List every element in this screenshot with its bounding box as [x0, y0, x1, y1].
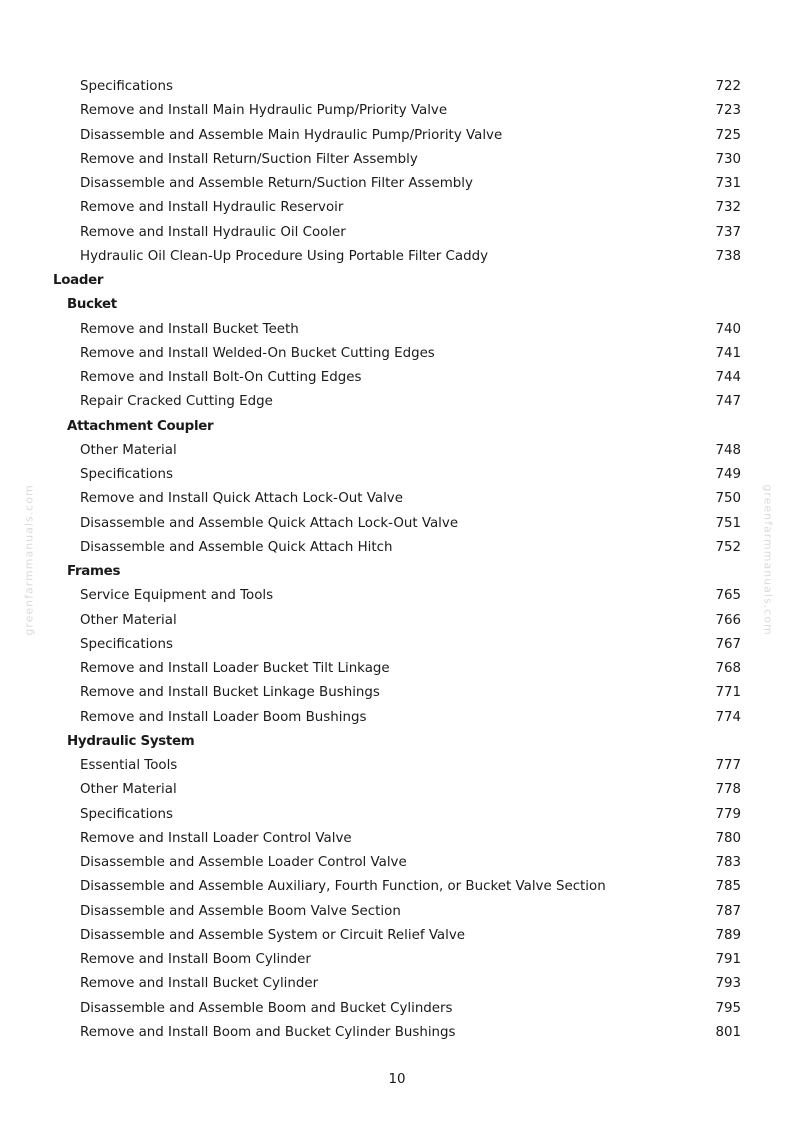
toc-entry-title: Service Equipment and Tools [80, 588, 274, 604]
toc-entry-title: Other Material [80, 612, 177, 628]
toc-entry-title: Remove and Install Boom Cylinder [80, 952, 311, 967]
toc-entry[interactable] [0, 900, 794, 924]
toc-entry-page-number: 750 [715, 491, 741, 507]
toc-entry-page-number: 779 [715, 806, 741, 822]
toc-entry[interactable] [0, 75, 794, 99]
toc-entry-page-number: 730 [715, 151, 741, 167]
toc-entry-title: Repair Cracked Cutting Edge [80, 394, 273, 410]
toc-entry[interactable] [0, 99, 794, 123]
toc-entry-page-number: 751 [715, 515, 741, 531]
toc-entry-page-number: 791 [715, 952, 741, 967]
toc-entry-title: Specifications [80, 806, 173, 822]
toc-entry-title: Specifications [80, 79, 173, 94]
toc-entry-page-number: 787 [715, 903, 741, 919]
toc-entry-page-number: 731 [715, 176, 741, 191]
toc-entry-title: Other Material [80, 782, 177, 798]
toc-entry-page-number: 778 [715, 782, 741, 798]
toc-entry[interactable] [0, 778, 794, 802]
toc-entry-title: Disassemble and Assemble Auxiliary, Fourth Function, or Bucket Valve Section [80, 879, 606, 895]
toc-entry-title: Remove and Install Bucket Cylinder [80, 976, 319, 992]
toc-entry[interactable] [0, 657, 794, 681]
watermark-right: greenfarmmanuals.com [761, 484, 775, 636]
toc-entry-page-number: 766 [715, 612, 741, 628]
toc-entry-page-number: 767 [715, 636, 741, 652]
toc-entry-title: Remove and Install Loader Bucket Tilt Linkage [80, 661, 390, 676]
toc-entry-title: Remove and Install Bucket Linkage Bushings [80, 685, 380, 701]
toc-entry[interactable] [0, 972, 794, 996]
toc-entry[interactable] [0, 463, 794, 487]
toc-entry-page-number: 771 [715, 685, 741, 701]
toc-entry-page-number: 747 [715, 394, 741, 410]
toc-entry[interactable] [0, 803, 794, 827]
toc-entry[interactable] [0, 221, 794, 245]
toc-entry-title: Remove and Install Welded-On Bucket Cutting Edges [80, 345, 435, 361]
toc-entry-title: Hydraulic System [67, 733, 195, 749]
toc-entry-title: Frames [67, 564, 121, 579]
toc-entry[interactable] [0, 851, 794, 875]
toc-entry-title: Attachment Coupler [67, 418, 214, 434]
toc-entry[interactable] [0, 584, 794, 608]
toc-entry-title: Remove and Install Main Hydraulic Pump/Priority Valve [80, 103, 448, 119]
toc-entry[interactable] [0, 342, 794, 366]
toc-entry[interactable] [0, 1021, 794, 1045]
toc-entry[interactable] [0, 196, 794, 220]
toc-subsection-heading [0, 293, 794, 317]
toc-entry[interactable] [0, 536, 794, 560]
toc-entry[interactable] [0, 512, 794, 536]
toc-entry[interactable] [0, 366, 794, 390]
toc-entry[interactable] [0, 124, 794, 148]
toc-entry-page-number: 744 [715, 370, 741, 385]
toc-entry-page-number: 780 [715, 830, 741, 846]
toc-entry-title: Disassemble and Assemble Main Hydraulic Pump/Priority Valve [80, 127, 503, 143]
toc-entry[interactable] [0, 948, 794, 972]
toc-entry[interactable] [0, 633, 794, 657]
toc-subsection-heading [0, 560, 794, 584]
toc-entry-title: Remove and Install Hydraulic Reservoir [80, 200, 344, 216]
toc-entry-page-number: 722 [715, 79, 741, 94]
toc-section-heading [0, 269, 794, 293]
watermark-left: greenfarmmanuals.com [22, 484, 36, 636]
toc-entry-page-number: 785 [715, 879, 741, 895]
toc-entry[interactable] [0, 318, 794, 342]
toc-entry[interactable] [0, 681, 794, 705]
toc-entry-page-number: 748 [715, 442, 741, 458]
toc-entry[interactable] [0, 827, 794, 851]
toc-entry-page-number: 732 [715, 200, 741, 216]
toc-entry-page-number: 789 [715, 927, 741, 943]
toc-entry-page-number: 783 [715, 855, 741, 870]
toc-entry[interactable] [0, 245, 794, 269]
toc-entry-page-number: 741 [715, 345, 741, 361]
toc-entry-page-number: 752 [715, 539, 741, 555]
toc-entry-title: Hydraulic Oil Clean-Up Procedure Using Portable Filter Caddy [80, 248, 489, 264]
page-number: 10 [388, 1072, 406, 1087]
toc-entry-page-number: 793 [715, 976, 741, 992]
toc-entry-title: Specifications [80, 636, 173, 652]
toc-entry-title: Remove and Install Loader Boom Bushings [80, 709, 367, 725]
toc-entry[interactable] [0, 172, 794, 196]
toc-entry-page-number: 801 [715, 1024, 741, 1040]
toc-entry-page-number: 777 [715, 758, 741, 773]
toc-entry-title: Disassemble and Assemble System or Circuit Relief Valve [80, 927, 466, 943]
toc-entry-page-number: 795 [715, 1000, 741, 1016]
toc-entry-title: Loader [53, 273, 104, 288]
toc-entry[interactable] [0, 148, 794, 172]
toc-entry-title: Remove and Install Quick Attach Lock-Out Valve [80, 491, 403, 507]
toc-entry-title: Remove and Install Hydraulic Oil Cooler [80, 224, 346, 240]
toc-entry[interactable] [0, 439, 794, 463]
toc-entry[interactable] [0, 997, 794, 1021]
toc-entry-title: Remove and Install Boom and Bucket Cylinder Bushings [80, 1024, 456, 1040]
toc-entry[interactable] [0, 487, 794, 511]
toc-entry[interactable] [0, 924, 794, 948]
toc-entry-title: Disassemble and Assemble Loader Control Valve [80, 855, 407, 870]
toc-entry[interactable] [0, 390, 794, 414]
toc-entry-page-number: 740 [715, 321, 741, 337]
toc-entry-title: Remove and Install Loader Control Valve [80, 830, 352, 846]
toc-entry-title: Remove and Install Bolt-On Cutting Edges [80, 370, 362, 385]
toc-entry-page-number: 723 [715, 103, 741, 119]
toc-entry-title: Disassemble and Assemble Quick Attach Lock-Out Valve [80, 515, 459, 531]
toc-entry[interactable] [0, 754, 794, 778]
toc-entry[interactable] [0, 875, 794, 899]
toc-entry-page-number: 774 [715, 709, 741, 725]
table-of-contents [0, 75, 794, 1045]
toc-entry[interactable] [0, 609, 794, 633]
toc-entry-title: Other Material [80, 442, 177, 458]
toc-entry-title: Bucket [67, 297, 117, 313]
toc-entry-title: Remove and Install Return/Suction Filter Assembly [80, 151, 418, 167]
toc-entry-title: Disassemble and Assemble Boom Valve Section [80, 903, 401, 919]
toc-entry[interactable] [0, 706, 794, 730]
toc-entry-title: Disassemble and Assemble Return/Suction Filter Assembly [80, 176, 473, 191]
toc-entry-page-number: 749 [715, 467, 741, 482]
toc-subsection-heading [0, 415, 794, 439]
toc-entry-title: Specifications [80, 467, 173, 482]
toc-entry-page-number: 765 [715, 588, 741, 604]
toc-entry-page-number: 768 [715, 661, 741, 676]
toc-entry-page-number: 725 [715, 127, 741, 143]
toc-entry-title: Disassemble and Assemble Quick Attach Hitch [80, 539, 393, 555]
toc-entry-title: Remove and Install Bucket Teeth [80, 321, 299, 337]
toc-entry-page-number: 737 [715, 224, 741, 240]
toc-entry-title: Essential Tools [80, 758, 178, 773]
toc-subsection-heading [0, 730, 794, 754]
toc-entry-title: Disassemble and Assemble Boom and Bucket Cylinders [80, 1000, 453, 1016]
toc-entry-page-number: 738 [715, 248, 741, 264]
